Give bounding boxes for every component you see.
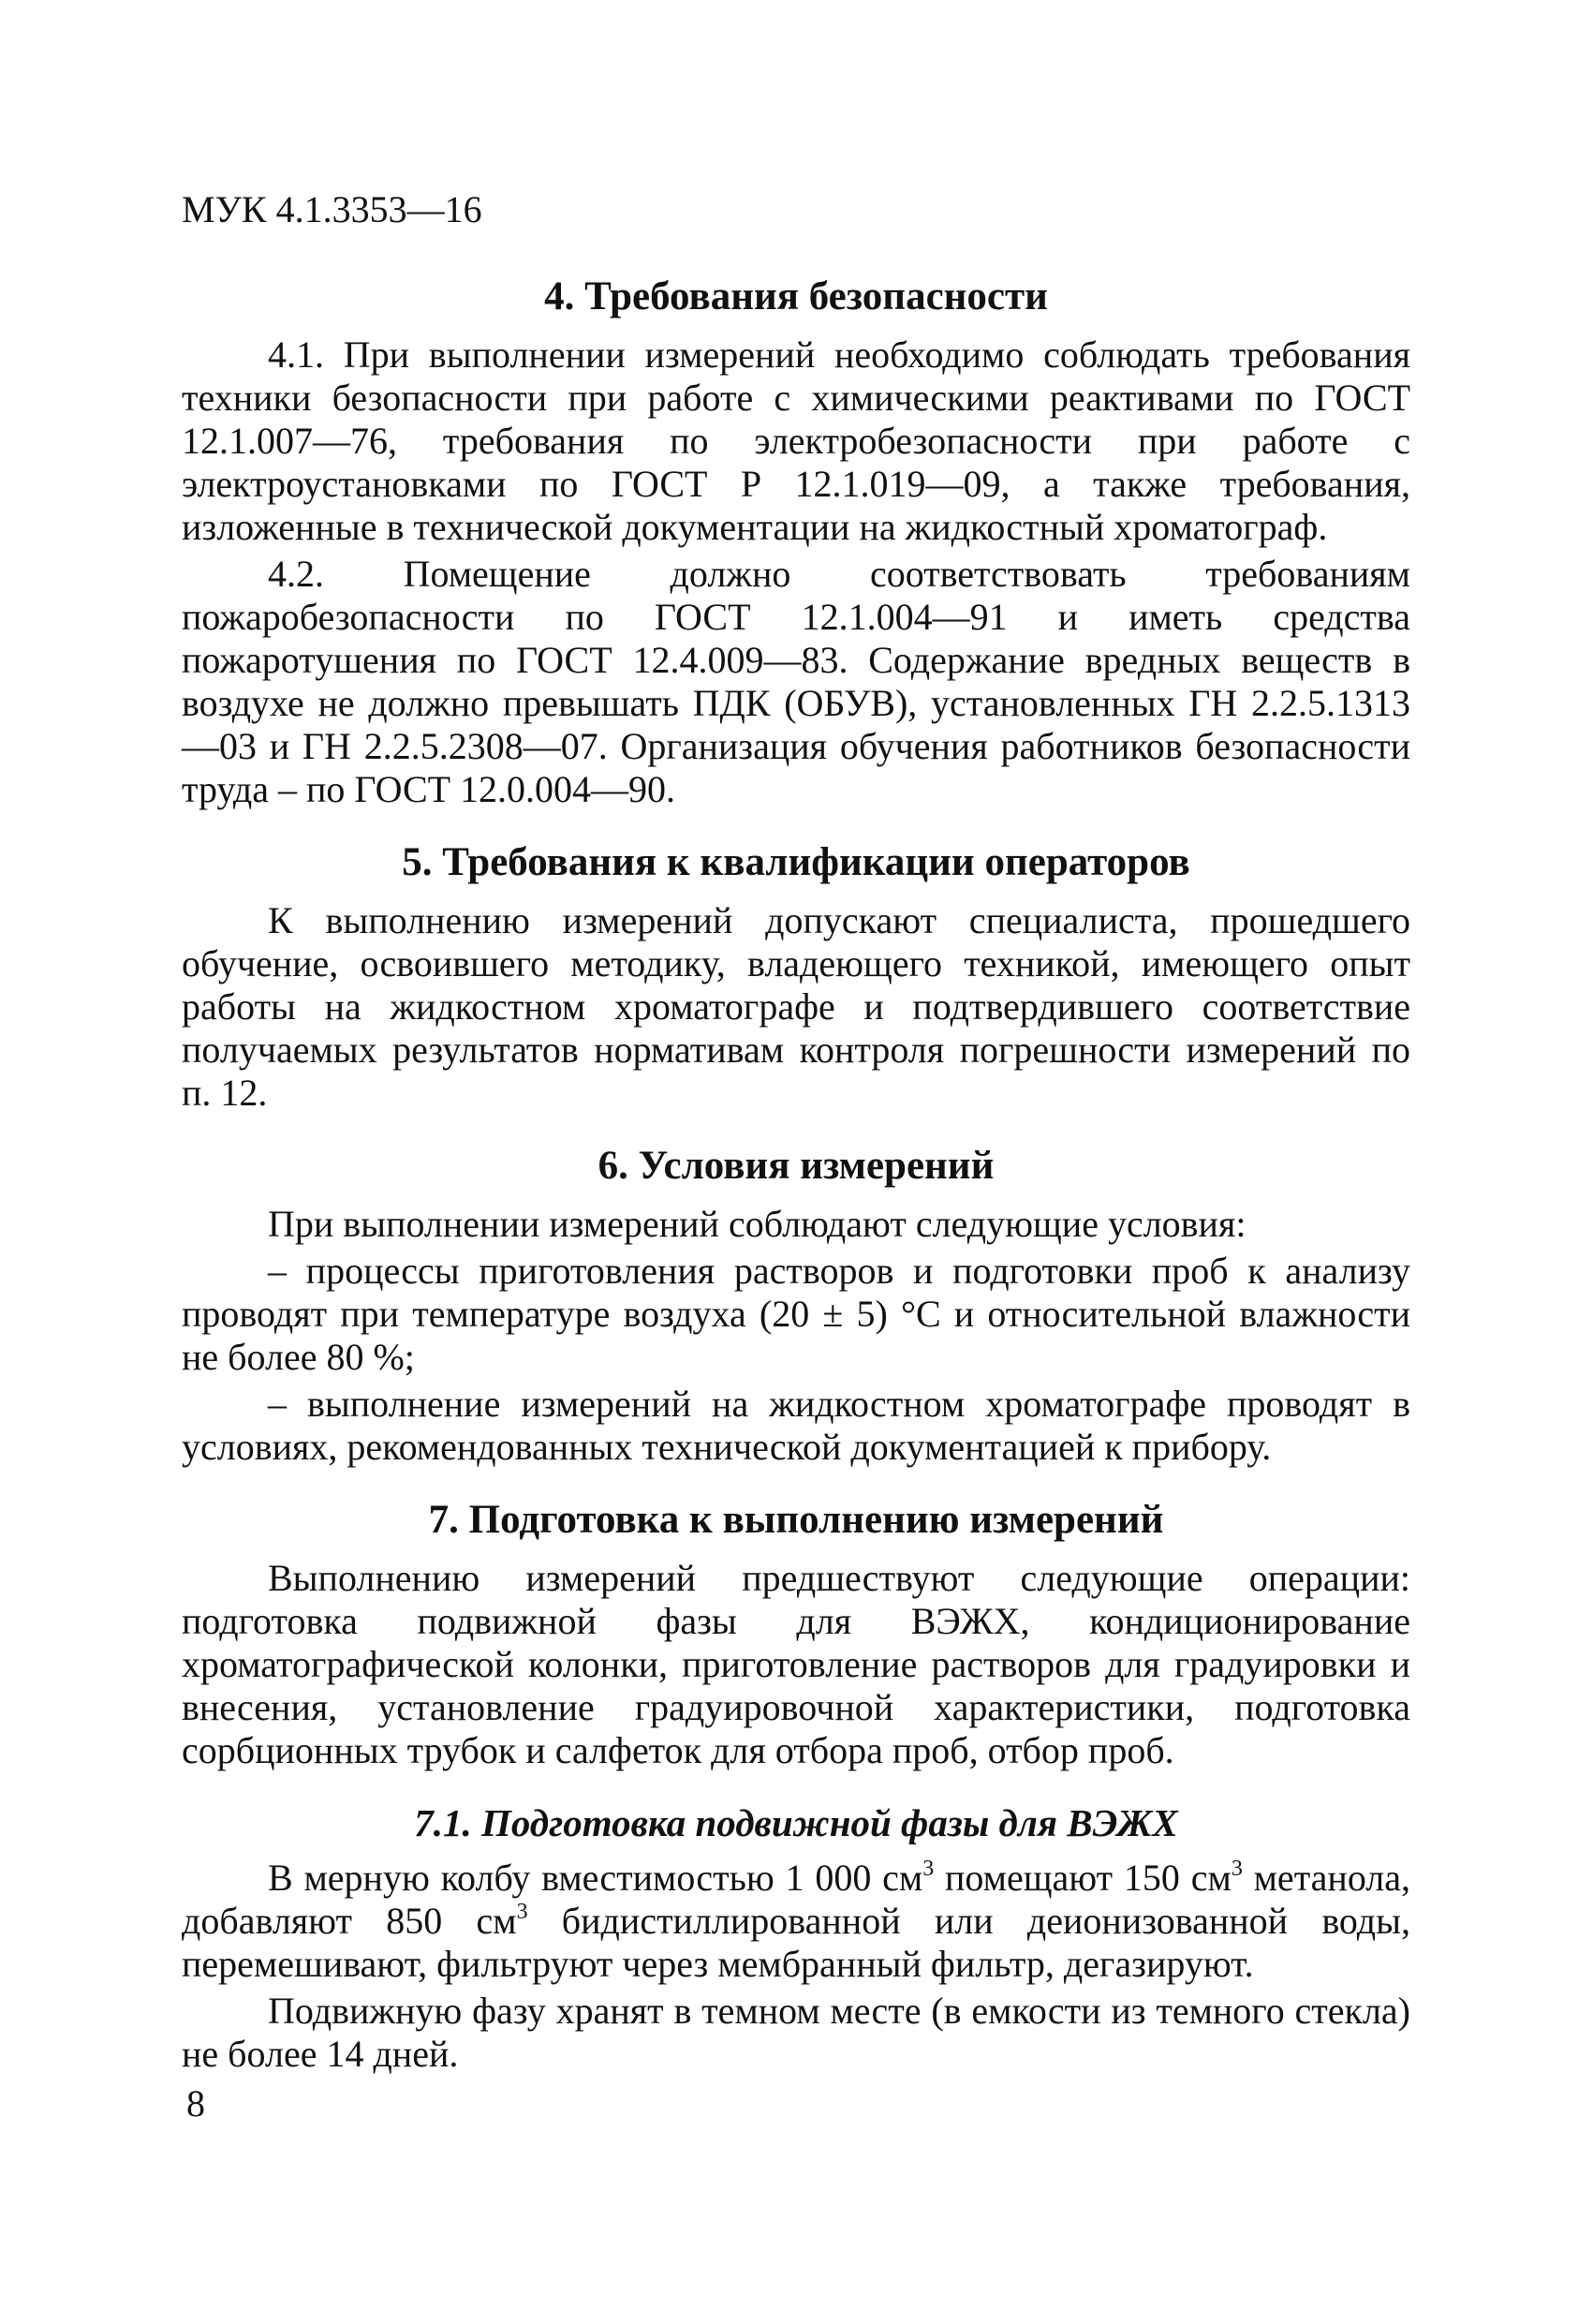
superscript-3: 3 bbox=[922, 1856, 935, 1881]
page-content bbox=[182, 272, 1410, 2102]
section-operator-qualification bbox=[182, 837, 1410, 1115]
paragraph-conditions-intro: При выполнении измерений соблюдают следующие условия: bbox=[268, 1203, 1246, 1245]
paragraph-mobile-phase-storage: Подвижную фазу хранят в темном месте (в емкости из темного стекла) не более 14 дней. bbox=[182, 1990, 1410, 2075]
subsection-mobile-phase bbox=[182, 1799, 1410, 2076]
paragraph-4-2: 4.2. Помещение должно соответствовать требованиям пожаробезопасности по ГОСТ 12.1.004—91 и иметь средства пожаротушения по ГОСТ 12.4.009—83. Содержание вредных веществ в воздухе не должно превышать ПДК (ОБУВ), установленных ГН 2.2.5.1313—03 и ГН 2.2.5.2308—07. Организация обучения работников безопасности труда – по ГОСТ 12.0.004—90. bbox=[182, 553, 1410, 810]
section-title-preparation: 7. Подготовка к выполнению измерений bbox=[428, 1498, 1164, 1542]
recipe-text-part-1: В мерную колбу вместимостью 1 000 см bbox=[268, 1857, 923, 1899]
paragraph-mobile-phase-recipe bbox=[182, 1857, 1410, 1986]
document-code: МУК 4.1.3353—16 bbox=[182, 188, 482, 230]
section-title-conditions: 6. Условия измерений bbox=[597, 1144, 995, 1188]
section-title-qualification: 5. Требования к квалификации операторов bbox=[402, 840, 1190, 884]
section-measurement-conditions bbox=[182, 1141, 1410, 1469]
recipe-text-part-2: помещают 150 см bbox=[934, 1857, 1232, 1899]
paragraph-preparation-operations: Выполнению измерений предшествуют следующие операции: подготовка подвижной фазы для ВЭЖХ, кондиционирование хроматографической колонки, приготовление растворов для градуировки и внесения, установление градуировочной характеристики, подготовка сорбционных трубок и салфеток для отбора проб, отбор проб. bbox=[182, 1557, 1410, 1771]
superscript-3: 3 bbox=[1231, 1856, 1243, 1881]
paragraph-conditions-temperature: – процессы приготовления растворов и подготовки проб к анализу проводят при температуре воздуха (20 ± 5) °С и относительной влажности не более 80 %; bbox=[182, 1250, 1410, 1378]
recipe-text-part-4: бидистиллированной или деионизованной воды, перемешивают, фильтруют через мембранный фильтр, дегазируют. bbox=[182, 1900, 1411, 1985]
section-title-safety: 4. Требования безопасности bbox=[544, 274, 1048, 318]
paragraph-qualification: К выполнению измерений допускают специалиста, прошедшего обучение, освоившего методику, владеющего техникой, имеющего опыт работы на жидкостном хроматографе и подтвердившего соответствие получаемых результатов нормативам контроля погрешности измерений по п. 12. bbox=[182, 899, 1410, 1114]
section-safety-requirements bbox=[182, 272, 1410, 811]
paragraph-conditions-instrument: – выполнение измерений на жидкостном хроматографе проводят в условиях, рекомендованных технической документацией к прибору. bbox=[182, 1383, 1410, 1468]
paragraph-4-1: 4.1. При выполнении измерений необходимо соблюдать требования техники безопасности при работе с химическими реактивами по ГОСТ 12.1.007—76, требования по электробезопасности при работе с электроустановками по ГОСТ Р 12.1.019—09, а также требования, изложенные в технической документации на жидкостный хроматограф. bbox=[182, 333, 1410, 548]
section-preparation bbox=[182, 1495, 1410, 1772]
subsection-title-mobile-phase: 7.1. Подготовка подвижной фазы для ВЭЖХ bbox=[414, 1801, 1178, 1844]
recipe-text-part-3: метанола, добавляют 850 см bbox=[182, 1857, 1411, 1942]
page-number: 8 bbox=[186, 2082, 205, 2124]
superscript-3: 3 bbox=[516, 1899, 528, 1924]
